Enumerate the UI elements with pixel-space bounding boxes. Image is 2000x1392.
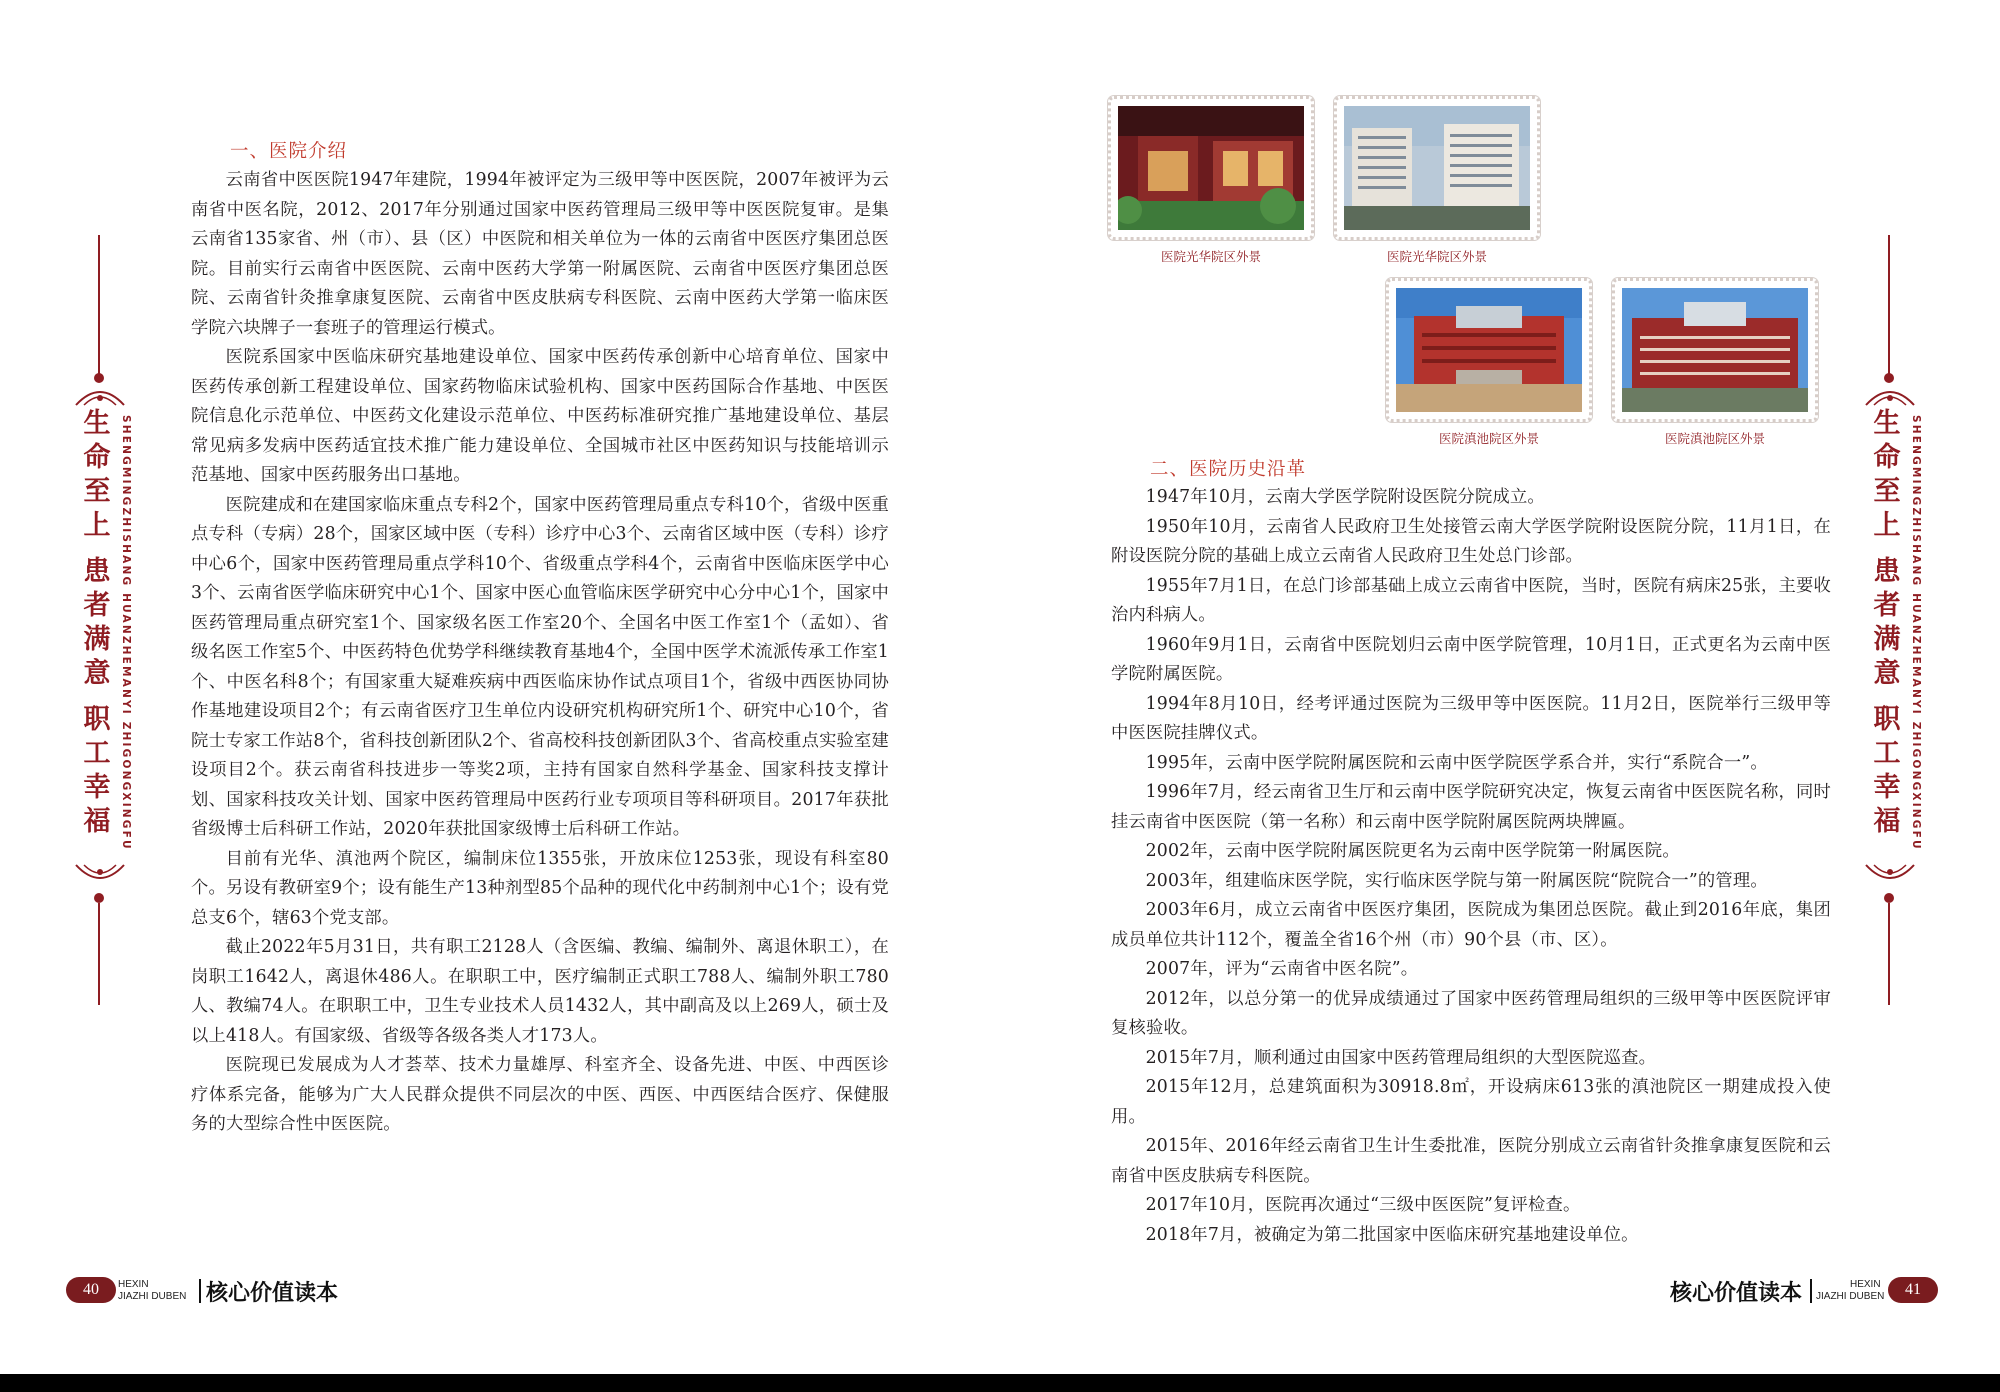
caption-dianchi-1: 医院滇池院区外景 xyxy=(1438,431,1539,446)
motto-char: 者 xyxy=(83,590,111,621)
motto-char: 意 xyxy=(1873,658,1901,689)
motto-char: 工 xyxy=(83,738,111,769)
motto-char: 福 xyxy=(83,806,111,837)
paragraph: 2003年6月，成立云南省中医医疗集团，医院成为集团总医院。截止到2016年底，集团成员单位共计112个，覆盖全省16个州（市）90个县（市、区）。 xyxy=(1111,900,1831,950)
motto-gap xyxy=(80,691,114,703)
photo-guanghua-campus-1 xyxy=(1108,96,1314,240)
photo-guanghua-campus-2 xyxy=(1334,96,1540,240)
paragraph: 2015年7月，顺利通过由国家中医药管理局组织的大型医院巡查。 xyxy=(1145,1047,1657,1068)
left-side-decoration xyxy=(56,235,146,1005)
right-page-number: 41 xyxy=(1888,1277,1938,1303)
motto-char: 命 xyxy=(1873,442,1901,473)
paragraph: 2017年10月，医院再次通过“三级中医医院”复评检查。 xyxy=(1145,1195,1581,1215)
guanghua-building-image xyxy=(1118,106,1304,230)
left-ornament-bottom-icon xyxy=(74,863,126,885)
left-footer-divider xyxy=(199,1279,201,1303)
motto-char: 患 xyxy=(1873,556,1901,587)
right-vertical-rule-bottom xyxy=(1888,903,1890,1005)
right-body-text xyxy=(1111,483,1831,1250)
motto-char: 至 xyxy=(83,476,111,507)
right-vertical-rule-top xyxy=(1888,235,1890,375)
caption-guanghua-1: 医院光华院区外景 xyxy=(1160,249,1261,264)
paragraph: 医院建成和在建国家临床重点专科2个，国家中医药管理局重点专科10个，省级中医重点专科（专病）28个，国家区域中医（专科）诊疗中心3个、云南省区域中医（专科）诊疗中心6个，国家中医药管理局重点学科10个、省级重点学科4个，云南省中医临床医学中心3个、云南省医学临床研究中心1个、国家中医心血管临床医学研究中心分中心1个，国家中医药管理局重点研究室1个、国家级名医工作室20个、全国名中医工作室1个（孟如）、省级名医工作室5个、中医药特色优势学科继续教育基地4个，全国中医学术流派传承工作室1个、中医名科8个；有国家重大疑难疾病中西医临床协作试点项目1个，省级中西医协同协作基地建设项目2个；有云南省医疗卫生单位内设研究机构研究所1个、研究中心10个，省院士专家工作站8个，省科技创新团队2个、省高校科技创新团队3个、省高校重点实验室建设项目2个。获云南省科技进步一等奖2项，主持有国家自然科学基金、国家科技支撑计划、国家科技攻关计划、国家中医药管理局中医药行业专项项目等科研项目。2017年获批省级博士后科研工作站，2020年获批国家级博士后科研工作站。 xyxy=(191,494,889,839)
right-footer-divider xyxy=(1810,1279,1812,1303)
caption-guanghua-2: 医院光华院区外景 xyxy=(1386,249,1487,264)
left-footer-pinyin-1: HEXIN xyxy=(118,1279,149,1290)
motto-gap xyxy=(80,543,114,555)
guanghua-towers-image xyxy=(1344,106,1530,230)
motto-char: 患 xyxy=(83,556,111,587)
paragraph: 1960年9月1日，云南省中医院划归云南中医学院管理，10月1日，正式更名为云南中医学院附属医院。 xyxy=(1111,634,1831,684)
left-vertical-rule-top xyxy=(98,235,100,375)
photo-dianchi-campus-2 xyxy=(1612,278,1818,422)
paragraph: 2007年，评为“云南省中医名院”。 xyxy=(1145,959,1419,979)
caption-dianchi-2: 医院滇池院区外景 xyxy=(1664,431,1765,446)
right-footer-pinyin-1: HEXIN xyxy=(1850,1279,1881,1290)
right-footer-title: 核心价值读本 xyxy=(1670,1280,1803,1306)
motto-char: 上 xyxy=(83,510,111,541)
motto-gap xyxy=(1870,691,1904,703)
paragraph: 1995年，云南中医学院附属医院和云南中医学院医学系合并，实行“系院合一”。 xyxy=(1145,752,1768,773)
motto-char: 生 xyxy=(1873,408,1901,439)
right-footer-pinyin-2: JIAZHI DUBEN xyxy=(1816,1291,1885,1302)
paragraph: 1996年7月，经云南省卫生厅和云南中医学院研究决定，恢复云南省中医医院名称，同时挂云南省中医医院（第一名称）和云南中医学院附属医院两块牌匾。 xyxy=(1111,782,1831,832)
right-rule-dot-bottom xyxy=(1884,893,1894,903)
dianchi-front-image xyxy=(1622,288,1808,412)
left-vertical-motto xyxy=(80,407,114,839)
paragraph: 截止2022年5月31日，共有职工2128人（含医编、教编、编制外、离退休职工），在岗职工1642人，离退休486人。在职职工中，医疗编制正式职工788人、编制外职工780人、教编74人。在职职工中，卫生专业技术人员1432人，其中副高及以上269人，硕士及以上418人。有国家级、省级等各级各类人才173人。 xyxy=(191,937,889,1046)
photo-image xyxy=(1396,288,1582,412)
left-vertical-rule-bottom xyxy=(98,903,100,1005)
motto-char: 上 xyxy=(1873,510,1901,541)
paragraph: 目前有光华、滇池两个院区，编制床位1355张，开放床位1253张，现设有科室80个。另设有教研室9个；设有能生产13种剂型85个品种的现代化中药制剂中心1个；设有党总支6个，辖63个党支部。 xyxy=(191,848,889,928)
left-footer-pinyin-2: JIAZHI DUBEN xyxy=(118,1291,187,1302)
paragraph: 2015年、2016年经云南省卫生计生委批准，医院分别成立云南省针灸推拿康复医院和云南省中医皮肤病专科医院。 xyxy=(1111,1136,1831,1186)
paragraph: 2003年，组建临床医学院，实行临床医学院与第一附属医院“院院合一”的管理。 xyxy=(1145,870,1768,891)
left-rule-dot-top xyxy=(94,373,104,383)
right-vertical-motto xyxy=(1870,407,1904,839)
motto-gap xyxy=(1870,543,1904,555)
left-motto-pinyin: SHENGMINGZHISHANG HUANZHEMANYI ZHIGONGXINGFU xyxy=(120,415,132,851)
paragraph: 1950年10月，云南省人民政府卫生处接管云南大学医学院附设医院分院，11月1日，在附设医院分院的基础上成立云南省人民政府卫生处总门诊部。 xyxy=(1111,516,1831,566)
motto-char: 职 xyxy=(1873,704,1901,735)
motto-char: 满 xyxy=(1873,624,1901,655)
paragraph: 1955年7月1日，在总门诊部基础上成立云南省中医院，当时，医院有病床25张，主要收治内科病人。 xyxy=(1111,575,1831,625)
motto-char: 满 xyxy=(83,624,111,655)
photo-image xyxy=(1622,288,1808,412)
right-ornament-top-icon xyxy=(1864,385,1916,407)
paragraph: 1947年10月，云南大学医学院附设医院分院成立。 xyxy=(1145,487,1545,507)
paragraph: 2012年，以总分第一的优异成绩通过了国家中医药管理局组织的三级甲等中医医院评审复核验收。 xyxy=(1111,988,1831,1038)
motto-char: 生 xyxy=(83,408,111,439)
motto-char: 幸 xyxy=(1873,772,1901,803)
paragraph: 医院现已发展成为人才荟萃、技术力量雄厚、科室齐全、设备先进、中医、中西医诊疗体系完备，能够为广大人民群众提供不同层次的中医、西医、中西医结合医疗、保健服务的大型综合性中医医院。 xyxy=(191,1055,889,1134)
paragraph: 2018年7月，被确定为第二批国家中医临床研究基地建设单位。 xyxy=(1145,1224,1639,1245)
motto-char: 意 xyxy=(83,658,111,689)
photo-dianchi-campus-1 xyxy=(1386,278,1592,422)
section-title-hospital-intro: 一、医院介绍 xyxy=(230,141,348,162)
right-ornament-bottom-icon xyxy=(1864,863,1916,885)
motto-char: 职 xyxy=(83,704,111,735)
left-footer-title: 核心价值读本 xyxy=(206,1280,339,1306)
left-body-text xyxy=(191,166,889,1140)
right-rule-dot-top xyxy=(1884,373,1894,383)
paragraph: 2015年12月，总建筑面积为30918.8㎡，开设病床613张的滇池院区一期建成投入使用。 xyxy=(1111,1077,1831,1127)
paragraph: 1994年8月10日，经考评通过医院为三级甲等中医医院。11月2日，医院举行三级甲等中医医院挂牌仪式。 xyxy=(1111,693,1831,743)
section-title-hospital-history: 二、医院历史沿革 xyxy=(1150,459,1307,480)
left-ornament-top-icon xyxy=(74,385,126,407)
photo-image xyxy=(1344,106,1530,230)
photo-image xyxy=(1118,106,1304,230)
motto-char: 福 xyxy=(1873,806,1901,837)
dianchi-building-image xyxy=(1396,288,1582,412)
motto-char: 者 xyxy=(1873,590,1901,621)
motto-char: 命 xyxy=(83,442,111,473)
bottom-black-bar xyxy=(0,1374,2000,1392)
motto-char: 至 xyxy=(1873,476,1901,507)
motto-char: 工 xyxy=(1873,738,1901,769)
paragraph: 医院系国家中医临床研究基地建设单位、国家中医药传承创新中心培育单位、国家中医药传承创新工程建设单位、国家药物临床试验机构、国家中医药国际合作基地、中医医院信息化示范单位、中医药文化建设示范单位、中医药标准研究推广基地建设单位、基层常见病多发病中医药适宜技术推广能力建设单位、全国城市社区中医药知识与技能培训示范基地、国家中医药服务出口基地。 xyxy=(191,347,889,485)
right-side-decoration xyxy=(1846,235,1936,1005)
left-rule-dot-bottom xyxy=(94,893,104,903)
paragraph: 2002年，云南中医学院附属医院更名为云南中医学院第一附属医院。 xyxy=(1145,841,1680,861)
paragraph: 云南省中医医院1947年建院，1994年被评定为三级甲等中医医院，2007年被评为云南省中医名院，2012、2017年分别通过国家中医药管理局三级甲等中医医院复审。是集云南省135家省、州（市）、县（区）中医院和相关单位为一体的云南省中医医疗集团总医院。目前实行云南省中医医院、云南中医药大学第一附属医院、云南省中医医疗集团总医院、云南省针灸推拿康复医院、云南省中医皮肤病专科医院、云南中医药大学第一临床医学院六块牌子一套班子的管理运行模式。 xyxy=(191,170,889,338)
right-motto-pinyin: SHENGMINGZHISHANG HUANZHEMANYI ZHIGONGXINGFU xyxy=(1910,415,1922,851)
motto-char: 幸 xyxy=(83,772,111,803)
left-page-number: 40 xyxy=(66,1277,116,1303)
